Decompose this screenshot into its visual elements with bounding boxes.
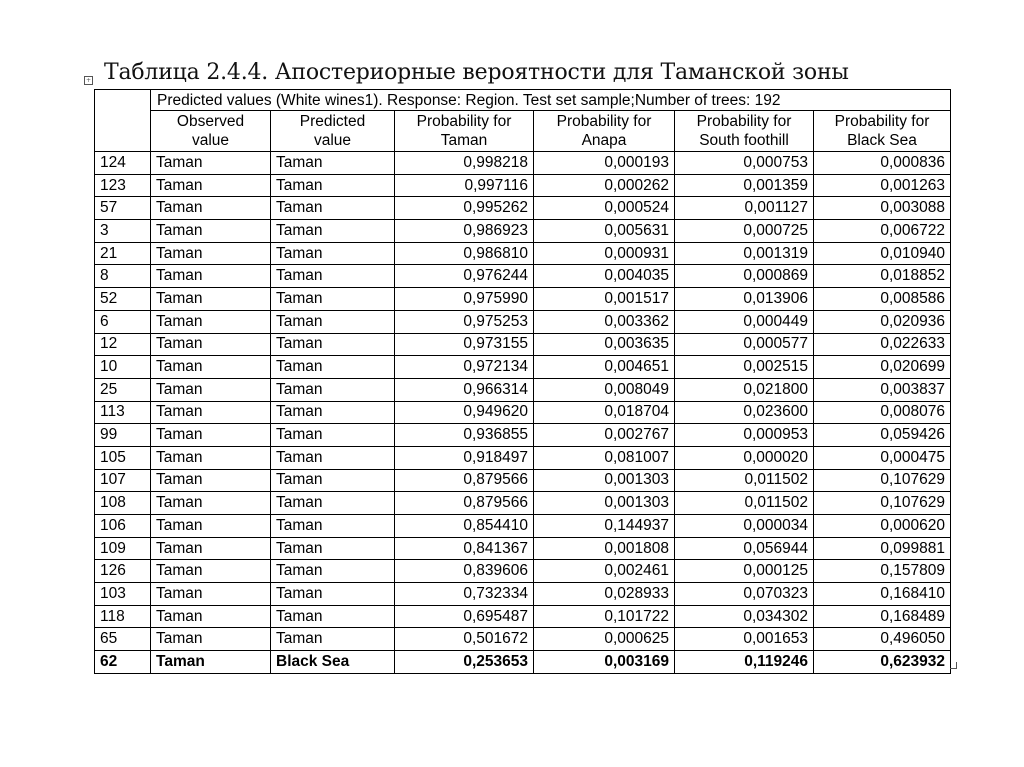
observed-value-cell: Taman [151, 333, 271, 356]
prob-black-sea-cell: 0,003837 [814, 378, 951, 401]
prob-taman-cell: 0,975253 [395, 310, 534, 333]
prob-south-foothill-cell: 0,001359 [675, 174, 814, 197]
prob-taman-cell: 0,986923 [395, 220, 534, 243]
prob-taman-cell: 0,975990 [395, 288, 534, 311]
prob-anapa-cell: 0,101722 [534, 605, 675, 628]
prob-taman-cell: 0,879566 [395, 469, 534, 492]
row-id-cell: 118 [95, 605, 151, 628]
table-row [95, 333, 951, 356]
prob-south-foothill-cell: 0,070323 [675, 583, 814, 606]
prob-black-sea-cell: 0,168489 [814, 605, 951, 628]
prob-anapa-cell: 0,000625 [534, 628, 675, 651]
row-id-cell: 99 [95, 424, 151, 447]
predicted-value-cell: Taman [271, 333, 395, 356]
prob-south-foothill-cell: 0,000577 [675, 333, 814, 356]
row-id-cell: 65 [95, 628, 151, 651]
header-probability-black-sea: Probability for Black Sea [814, 111, 951, 152]
prob-taman-cell: 0,879566 [395, 492, 534, 515]
prob-anapa-cell: 0,003362 [534, 310, 675, 333]
prob-south-foothill-cell: 0,000753 [675, 152, 814, 175]
prob-taman-cell: 0,695487 [395, 605, 534, 628]
prob-black-sea-cell: 0,020936 [814, 310, 951, 333]
table-row [95, 378, 951, 401]
observed-value-cell: Taman [151, 378, 271, 401]
predicted-value-cell: Black Sea [271, 651, 395, 674]
header-predicted-value: Predicted value [271, 111, 395, 152]
prob-south-foothill-cell: 0,034302 [675, 605, 814, 628]
prob-anapa-cell: 0,002767 [534, 424, 675, 447]
table-row [95, 515, 951, 538]
prob-anapa-cell: 0,004035 [534, 265, 675, 288]
prob-taman-cell: 0,253653 [395, 651, 534, 674]
predicted-value-cell: Taman [271, 605, 395, 628]
table-row [95, 492, 951, 515]
prob-black-sea-cell: 0,003088 [814, 197, 951, 220]
observed-value-cell: Taman [151, 152, 271, 175]
observed-value-cell: Taman [151, 356, 271, 379]
observed-value-cell: Taman [151, 605, 271, 628]
predicted-value-cell: Taman [271, 446, 395, 469]
observed-value-cell: Taman [151, 628, 271, 651]
prob-black-sea-cell: 0,623932 [814, 651, 951, 674]
row-id-cell: 10 [95, 356, 151, 379]
predicted-value-cell: Taman [271, 628, 395, 651]
probability-table [94, 89, 951, 674]
prob-south-foothill-cell: 0,011502 [675, 469, 814, 492]
prob-black-sea-cell: 0,157809 [814, 560, 951, 583]
prob-south-foothill-cell: 0,002515 [675, 356, 814, 379]
table-row [95, 469, 951, 492]
prob-south-foothill-cell: 0,001127 [675, 197, 814, 220]
prob-black-sea-cell: 0,018852 [814, 265, 951, 288]
row-id-cell: 52 [95, 288, 151, 311]
prob-black-sea-cell: 0,059426 [814, 424, 951, 447]
prob-south-foothill-cell: 0,119246 [675, 651, 814, 674]
row-id-cell: 105 [95, 446, 151, 469]
predicted-value-cell: Taman [271, 197, 395, 220]
prob-black-sea-cell: 0,107629 [814, 469, 951, 492]
prob-black-sea-cell: 0,107629 [814, 492, 951, 515]
predicted-value-cell: Taman [271, 560, 395, 583]
table-row [95, 537, 951, 560]
prob-black-sea-cell: 0,008076 [814, 401, 951, 424]
predicted-value-cell: Taman [271, 469, 395, 492]
prob-anapa-cell: 0,000262 [534, 174, 675, 197]
prob-anapa-cell: 0,144937 [534, 515, 675, 538]
table-row [95, 242, 951, 265]
observed-value-cell: Taman [151, 492, 271, 515]
prob-taman-cell: 0,986810 [395, 242, 534, 265]
predicted-value-cell: Taman [271, 242, 395, 265]
prob-anapa-cell: 0,001303 [534, 469, 675, 492]
table-row [95, 560, 951, 583]
row-id-cell: 21 [95, 242, 151, 265]
table-row [95, 356, 951, 379]
row-id-cell: 123 [95, 174, 151, 197]
prob-south-foothill-cell: 0,000449 [675, 310, 814, 333]
observed-value-cell: Taman [151, 401, 271, 424]
predicted-value-cell: Taman [271, 220, 395, 243]
observed-value-cell: Taman [151, 515, 271, 538]
prob-anapa-cell: 0,028933 [534, 583, 675, 606]
prob-black-sea-cell: 0,168410 [814, 583, 951, 606]
prob-anapa-cell: 0,018704 [534, 401, 675, 424]
prob-black-sea-cell: 0,099881 [814, 537, 951, 560]
row-id-cell: 12 [95, 333, 151, 356]
observed-value-cell: Taman [151, 446, 271, 469]
header-observed-value: Observed value [151, 111, 271, 152]
prob-taman-cell: 0,972134 [395, 356, 534, 379]
predicted-value-cell: Taman [271, 515, 395, 538]
table-row [95, 424, 951, 447]
predicted-value-cell: Taman [271, 401, 395, 424]
prob-anapa-cell: 0,005631 [534, 220, 675, 243]
prob-south-foothill-cell: 0,023600 [675, 401, 814, 424]
header-probability-anapa: Probability for Anapa [534, 111, 675, 152]
table-row [95, 651, 951, 674]
prob-black-sea-cell: 0,000475 [814, 446, 951, 469]
prob-taman-cell: 0,839606 [395, 560, 534, 583]
predicted-value-cell: Taman [271, 492, 395, 515]
prob-anapa-cell: 0,004651 [534, 356, 675, 379]
predicted-value-cell: Taman [271, 174, 395, 197]
prob-taman-cell: 0,998218 [395, 152, 534, 175]
table-anchor-icon[interactable]: + [85, 77, 92, 84]
row-id-cell: 3 [95, 220, 151, 243]
observed-value-cell: Taman [151, 651, 271, 674]
row-id-cell: 109 [95, 537, 151, 560]
prob-south-foothill-cell: 0,000953 [675, 424, 814, 447]
table-row [95, 152, 951, 175]
prob-taman-cell: 0,854410 [395, 515, 534, 538]
prob-south-foothill-cell: 0,013906 [675, 288, 814, 311]
prob-taman-cell: 0,918497 [395, 446, 534, 469]
prob-anapa-cell: 0,002461 [534, 560, 675, 583]
row-id-cell: 62 [95, 651, 151, 674]
prob-south-foothill-cell: 0,001653 [675, 628, 814, 651]
observed-value-cell: Taman [151, 560, 271, 583]
row-id-cell: 25 [95, 378, 151, 401]
prob-taman-cell: 0,997116 [395, 174, 534, 197]
row-id-cell: 124 [95, 152, 151, 175]
prob-taman-cell: 0,501672 [395, 628, 534, 651]
prob-taman-cell: 0,995262 [395, 197, 534, 220]
row-id-cell: 106 [95, 515, 151, 538]
observed-value-cell: Taman [151, 220, 271, 243]
observed-value-cell: Taman [151, 424, 271, 447]
table-row [95, 197, 951, 220]
prob-south-foothill-cell: 0,011502 [675, 492, 814, 515]
row-id-cell: 6 [95, 310, 151, 333]
prob-taman-cell: 0,966314 [395, 378, 534, 401]
prob-taman-cell: 0,732334 [395, 583, 534, 606]
prob-south-foothill-cell: 0,056944 [675, 537, 814, 560]
table-row [95, 265, 951, 288]
table-title: Predicted values (White wines1). Response: Region. Test set sample;Number of trees: 192 [151, 90, 951, 111]
prob-black-sea-cell: 0,496050 [814, 628, 951, 651]
row-id-cell: 57 [95, 197, 151, 220]
observed-value-cell: Taman [151, 288, 271, 311]
predicted-value-cell: Taman [271, 378, 395, 401]
header-probability-taman: Probability for Taman [395, 111, 534, 152]
prob-anapa-cell: 0,008049 [534, 378, 675, 401]
table-body [95, 90, 951, 674]
header-corner-cell [95, 90, 151, 152]
prob-anapa-cell: 0,001303 [534, 492, 675, 515]
row-id-cell: 126 [95, 560, 151, 583]
prob-black-sea-cell: 0,010940 [814, 242, 951, 265]
predicted-value-cell: Taman [271, 583, 395, 606]
prob-black-sea-cell: 0,006722 [814, 220, 951, 243]
prob-black-sea-cell: 0,022633 [814, 333, 951, 356]
row-id-cell: 103 [95, 583, 151, 606]
prob-black-sea-cell: 0,008586 [814, 288, 951, 311]
table-row [95, 220, 951, 243]
prob-anapa-cell: 0,001517 [534, 288, 675, 311]
prob-south-foothill-cell: 0,000034 [675, 515, 814, 538]
prob-anapa-cell: 0,003635 [534, 333, 675, 356]
prob-taman-cell: 0,973155 [395, 333, 534, 356]
observed-value-cell: Taman [151, 537, 271, 560]
observed-value-cell: Taman [151, 310, 271, 333]
table-row [95, 446, 951, 469]
prob-south-foothill-cell: 0,000869 [675, 265, 814, 288]
table-caption: Таблица 2.4.4. Апостериорные вероятности для Таманской зоны [104, 60, 849, 85]
prob-black-sea-cell: 0,000836 [814, 152, 951, 175]
prob-south-foothill-cell: 0,001319 [675, 242, 814, 265]
predicted-value-cell: Taman [271, 152, 395, 175]
table-row [95, 628, 951, 651]
observed-value-cell: Taman [151, 265, 271, 288]
prob-anapa-cell: 0,000931 [534, 242, 675, 265]
predicted-value-cell: Taman [271, 265, 395, 288]
prob-anapa-cell: 0,001808 [534, 537, 675, 560]
table-row [95, 310, 951, 333]
row-id-cell: 113 [95, 401, 151, 424]
prob-south-foothill-cell: 0,000020 [675, 446, 814, 469]
predicted-value-cell: Taman [271, 537, 395, 560]
observed-value-cell: Taman [151, 174, 271, 197]
predicted-value-cell: Taman [271, 288, 395, 311]
prob-anapa-cell: 0,003169 [534, 651, 675, 674]
predicted-value-cell: Taman [271, 310, 395, 333]
table-row [95, 401, 951, 424]
prob-anapa-cell: 0,081007 [534, 446, 675, 469]
table-row [95, 288, 951, 311]
prob-south-foothill-cell: 0,000725 [675, 220, 814, 243]
prob-taman-cell: 0,976244 [395, 265, 534, 288]
prob-black-sea-cell: 0,001263 [814, 174, 951, 197]
observed-value-cell: Taman [151, 242, 271, 265]
row-id-cell: 108 [95, 492, 151, 515]
table-row [95, 174, 951, 197]
prob-south-foothill-cell: 0,021800 [675, 378, 814, 401]
prob-taman-cell: 0,949620 [395, 401, 534, 424]
row-id-cell: 8 [95, 265, 151, 288]
prob-anapa-cell: 0,000524 [534, 197, 675, 220]
prob-black-sea-cell: 0,000620 [814, 515, 951, 538]
table-end-marker [950, 662, 957, 669]
header-probability-south-foothill: Probability for South foothill [675, 111, 814, 152]
table-title-row [95, 90, 951, 111]
prob-black-sea-cell: 0,020699 [814, 356, 951, 379]
observed-value-cell: Taman [151, 469, 271, 492]
predicted-value-cell: Taman [271, 424, 395, 447]
row-id-cell: 107 [95, 469, 151, 492]
column-header-row [95, 111, 951, 152]
observed-value-cell: Taman [151, 197, 271, 220]
prob-taman-cell: 0,936855 [395, 424, 534, 447]
observed-value-cell: Taman [151, 583, 271, 606]
predicted-value-cell: Taman [271, 356, 395, 379]
prob-taman-cell: 0,841367 [395, 537, 534, 560]
table-row [95, 605, 951, 628]
table-row [95, 583, 951, 606]
prob-anapa-cell: 0,000193 [534, 152, 675, 175]
prob-south-foothill-cell: 0,000125 [675, 560, 814, 583]
